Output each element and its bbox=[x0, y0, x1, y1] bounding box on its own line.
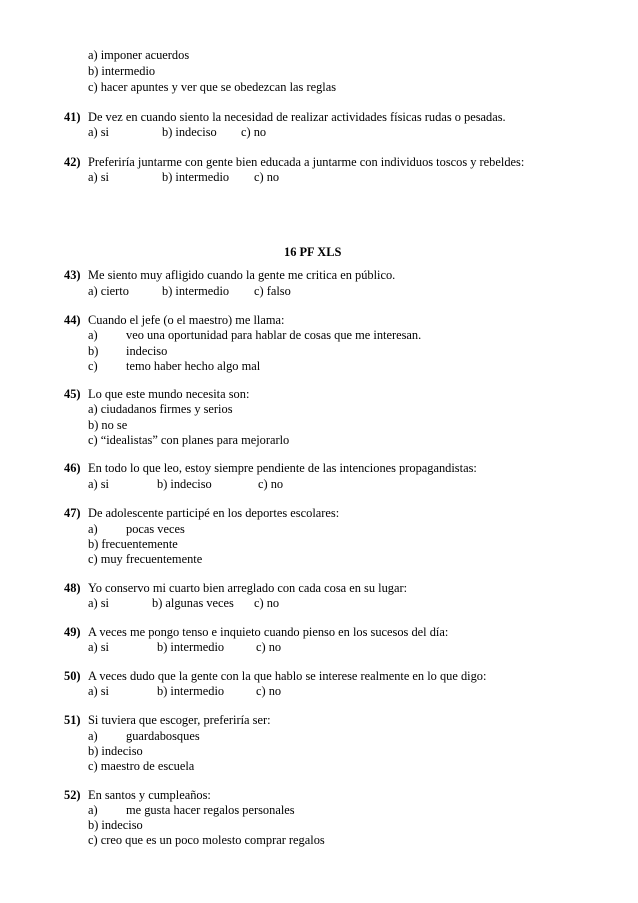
question-text-41: De vez en cuando siento la necesidad de realizar actividades físicas rudas o pesadas. bbox=[88, 110, 506, 124]
question-number-44: 44) bbox=[64, 313, 81, 327]
question-text-49: A veces me pongo tenso e inquieto cuando pienso en los sucesos del día: bbox=[88, 625, 449, 639]
question-number-43: 43) bbox=[64, 268, 81, 282]
q42-option-b: b) intermedio bbox=[162, 170, 230, 184]
q44-option-b-letter: b) bbox=[88, 344, 99, 358]
q52-option-a-text: me gusta hacer regalos personales bbox=[126, 803, 295, 817]
q42-option-a: a) si bbox=[88, 170, 109, 184]
question-number-41: 41) bbox=[64, 110, 81, 124]
q45-option-b: b) no se bbox=[88, 418, 128, 432]
question-number-46: 46) bbox=[64, 461, 81, 475]
q44-option-b-text: indeciso bbox=[126, 344, 168, 358]
q49-option-c: c) no bbox=[256, 640, 282, 654]
q45-option-c: c) “idealistas” con planes para mejorarlo bbox=[88, 433, 290, 447]
question-text-47: De adolescente participé en los deportes escolares: bbox=[88, 506, 340, 520]
q44-option-c-letter: c) bbox=[88, 359, 98, 373]
q44-option-c-text: temo haber hecho algo mal bbox=[126, 359, 261, 373]
q50-option-c: c) no bbox=[256, 684, 282, 698]
question-text-50: A veces dudo que la gente con la que hablo se interese realmente en lo que digo: bbox=[88, 669, 487, 683]
q43-option-c: c) falso bbox=[254, 284, 291, 298]
question-text-42: Preferiría juntarme con gente bien educada a juntarme con individuos toscos y rebeldes: bbox=[88, 155, 525, 169]
q46-option-c: c) no bbox=[258, 477, 284, 491]
q41-option-b: b) indeciso bbox=[162, 125, 217, 139]
q44-option-a-letter: a) bbox=[88, 328, 98, 342]
intro-option-c: c) hacer apuntes y ver que se obedezcan las reglas bbox=[88, 80, 337, 94]
q51-option-b: b) indeciso bbox=[88, 744, 143, 758]
q47-option-a-text: pocas veces bbox=[126, 522, 185, 536]
question-number-49: 49) bbox=[64, 625, 81, 639]
question-number-52: 52) bbox=[64, 788, 81, 802]
q50-option-b: b) intermedio bbox=[157, 684, 225, 698]
q43-option-b: b) intermedio bbox=[162, 284, 230, 298]
q51-option-a-letter: a) bbox=[88, 729, 98, 743]
question-number-42: 42) bbox=[64, 155, 81, 169]
q47-option-a-letter: a) bbox=[88, 522, 98, 536]
q43-option-a: a) cierto bbox=[88, 284, 129, 298]
q51-option-c: c) maestro de escuela bbox=[88, 759, 195, 773]
q51-option-a-text: guardabosques bbox=[126, 729, 200, 743]
q52-option-c: c) creo que es un poco molesto comprar regalos bbox=[88, 833, 325, 847]
q44-option-a-text: veo una oportunidad para hablar de cosas que me interesan. bbox=[126, 328, 422, 342]
question-number-47: 47) bbox=[64, 506, 81, 520]
q41-option-c: c) no bbox=[241, 125, 267, 139]
question-number-50: 50) bbox=[64, 669, 81, 683]
q48-option-b: b) algunas veces bbox=[152, 596, 234, 610]
question-text-44: Cuando el jefe (o el maestro) me llama: bbox=[88, 313, 285, 327]
question-text-43: Me siento muy afligido cuando la gente me critica en público. bbox=[88, 268, 396, 282]
question-text-46: En todo lo que leo, estoy siempre pendiente de las intenciones propagandistas: bbox=[88, 461, 477, 475]
q45-option-a: a) ciudadanos firmes y serios bbox=[88, 402, 233, 416]
question-number-51: 51) bbox=[64, 713, 81, 727]
question-text-45: Lo que este mundo necesita son: bbox=[88, 387, 250, 401]
q48-option-a: a) si bbox=[88, 596, 109, 610]
q52-option-b: b) indeciso bbox=[88, 818, 143, 832]
q47-option-b: b) frecuentemente bbox=[88, 537, 178, 551]
q49-option-a: a) si bbox=[88, 640, 109, 654]
question-text-51: Si tuviera que escoger, preferiría ser: bbox=[88, 713, 271, 727]
question-text-48: Yo conservo mi cuarto bien arreglado con cada cosa en su lugar: bbox=[88, 581, 408, 595]
question-number-45: 45) bbox=[64, 387, 81, 401]
section-heading: 16 PF XLS bbox=[284, 245, 342, 259]
question-text-52: En santos y cumpleaños: bbox=[88, 788, 211, 802]
q49-option-b: b) intermedio bbox=[157, 640, 225, 654]
q42-option-c: c) no bbox=[254, 170, 280, 184]
question-number-48: 48) bbox=[64, 581, 81, 595]
q46-option-b: b) indeciso bbox=[157, 477, 212, 491]
q50-option-a: a) si bbox=[88, 684, 109, 698]
intro-option-b: b) intermedio bbox=[88, 64, 156, 78]
q41-option-a: a) si bbox=[88, 125, 109, 139]
q46-option-a: a) si bbox=[88, 477, 109, 491]
intro-option-a: a) imponer acuerdos bbox=[88, 48, 190, 62]
q48-option-c: c) no bbox=[254, 596, 280, 610]
q52-option-a-letter: a) bbox=[88, 803, 98, 817]
q47-option-c: c) muy frecuentemente bbox=[88, 552, 203, 566]
